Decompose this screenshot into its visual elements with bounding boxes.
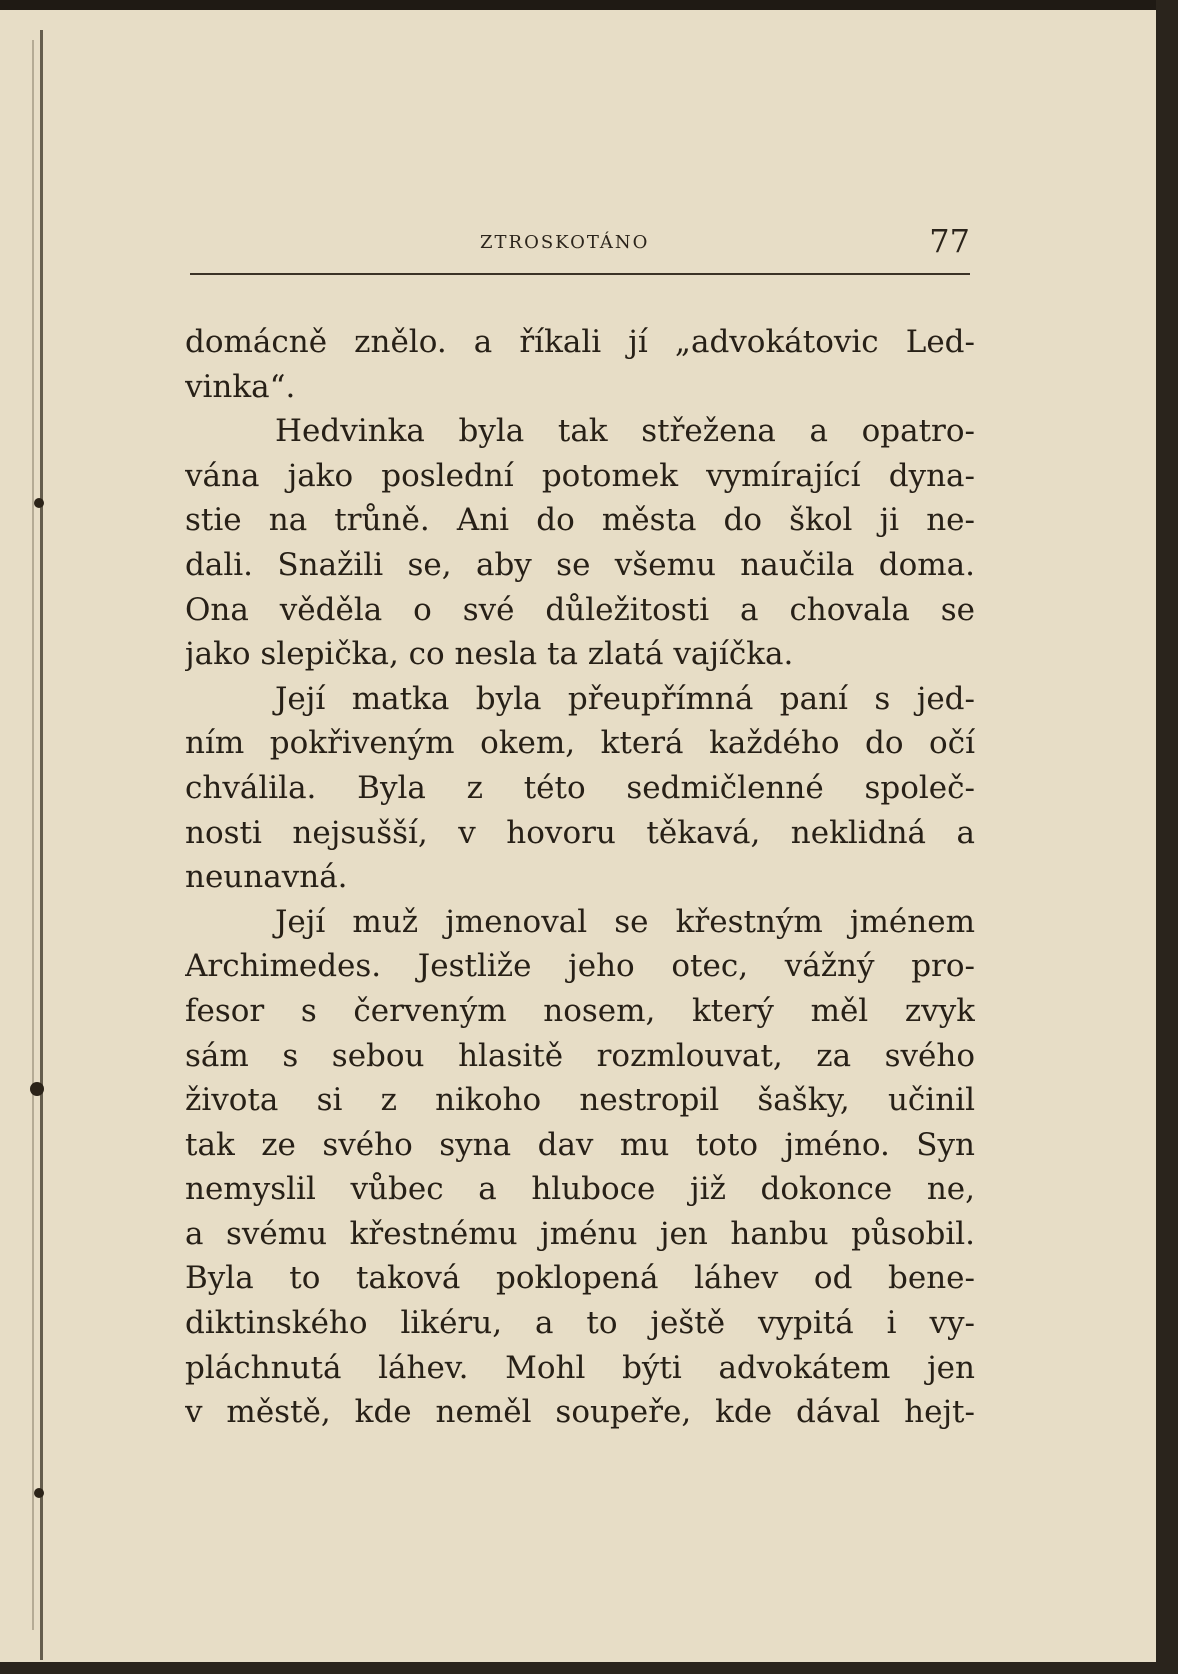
page-edge-right — [1156, 0, 1178, 1674]
text-line: jako slepička, co nesla ta zlatá vajíčka. — [185, 636, 794, 673]
text-line: fesor s červeným nosem, který měl zvyk — [185, 992, 975, 1029]
text-line: Její matka byla přeupřímná paní s jed- — [275, 680, 975, 717]
text-line: v městě, kde neměl soupeře, kde dával hejt- — [185, 1394, 975, 1431]
body-text — [185, 320, 975, 1435]
page-header — [190, 222, 970, 262]
text-line: neunavná. — [185, 859, 348, 896]
text-line: vinka“. — [185, 368, 296, 405]
text-line: diktinského likéru, a to ještě vypitá i vy- — [185, 1305, 975, 1342]
text-line: ním pokřiveným okem, která každého do očí — [185, 725, 975, 762]
header-rule — [190, 273, 970, 275]
text-line: vána jako poslední potomek vymírající dyna- — [185, 457, 975, 494]
gutter-mark — [34, 1488, 44, 1498]
text-line: nosti nejsušší, v hovoru těkavá, neklidná a — [185, 814, 975, 851]
binding-gutter-shadow — [32, 40, 34, 1630]
text-line: chválila. Byla z této sedmičlenné společ- — [185, 769, 975, 806]
running-title: ZTROSKOTÁNO — [480, 232, 650, 253]
text-line: pláchnutá láhev. Mohl býti advokátem jen — [185, 1349, 975, 1386]
text-line: tak ze svého syna dav mu toto jméno. Syn — [185, 1126, 975, 1163]
text-line: života si z nikoho nestropil šašky, učinil — [185, 1082, 975, 1119]
binding-gutter — [40, 30, 43, 1660]
text-line: sám s sebou hlasitě rozmlouvat, za svého — [185, 1037, 975, 1074]
text-line: dali. Snažili se, aby se všemu naučila doma. — [185, 546, 975, 583]
text-line: Její muž jmenoval se křestným jménem — [275, 903, 975, 940]
text-line: Archimedes. Jestliže jeho otec, vážný pro- — [185, 948, 975, 985]
text-line: stie na trůně. Ani do města do škol ji ne- — [185, 502, 975, 539]
page-edge-bottom — [0, 1662, 1178, 1674]
gutter-mark — [34, 498, 44, 508]
text-line: a svému křestnému jménu jen hanbu působil. — [185, 1215, 975, 1252]
page-number: 77 — [929, 222, 970, 260]
text-line: nemyslil vůbec a hluboce již dokonce ne, — [185, 1171, 975, 1208]
gutter-mark — [30, 1082, 44, 1096]
text-line: Byla to taková poklopená láhev od bene- — [185, 1260, 975, 1297]
text-line: domácně znělo. a říkali jí „advokátovic Led- — [185, 324, 975, 360]
page-edge-top — [0, 0, 1178, 10]
text-line: Hedvinka byla tak střežena a opatro- — [275, 413, 975, 450]
text-line: Ona věděla o své důležitosti a chovala se — [185, 591, 975, 628]
